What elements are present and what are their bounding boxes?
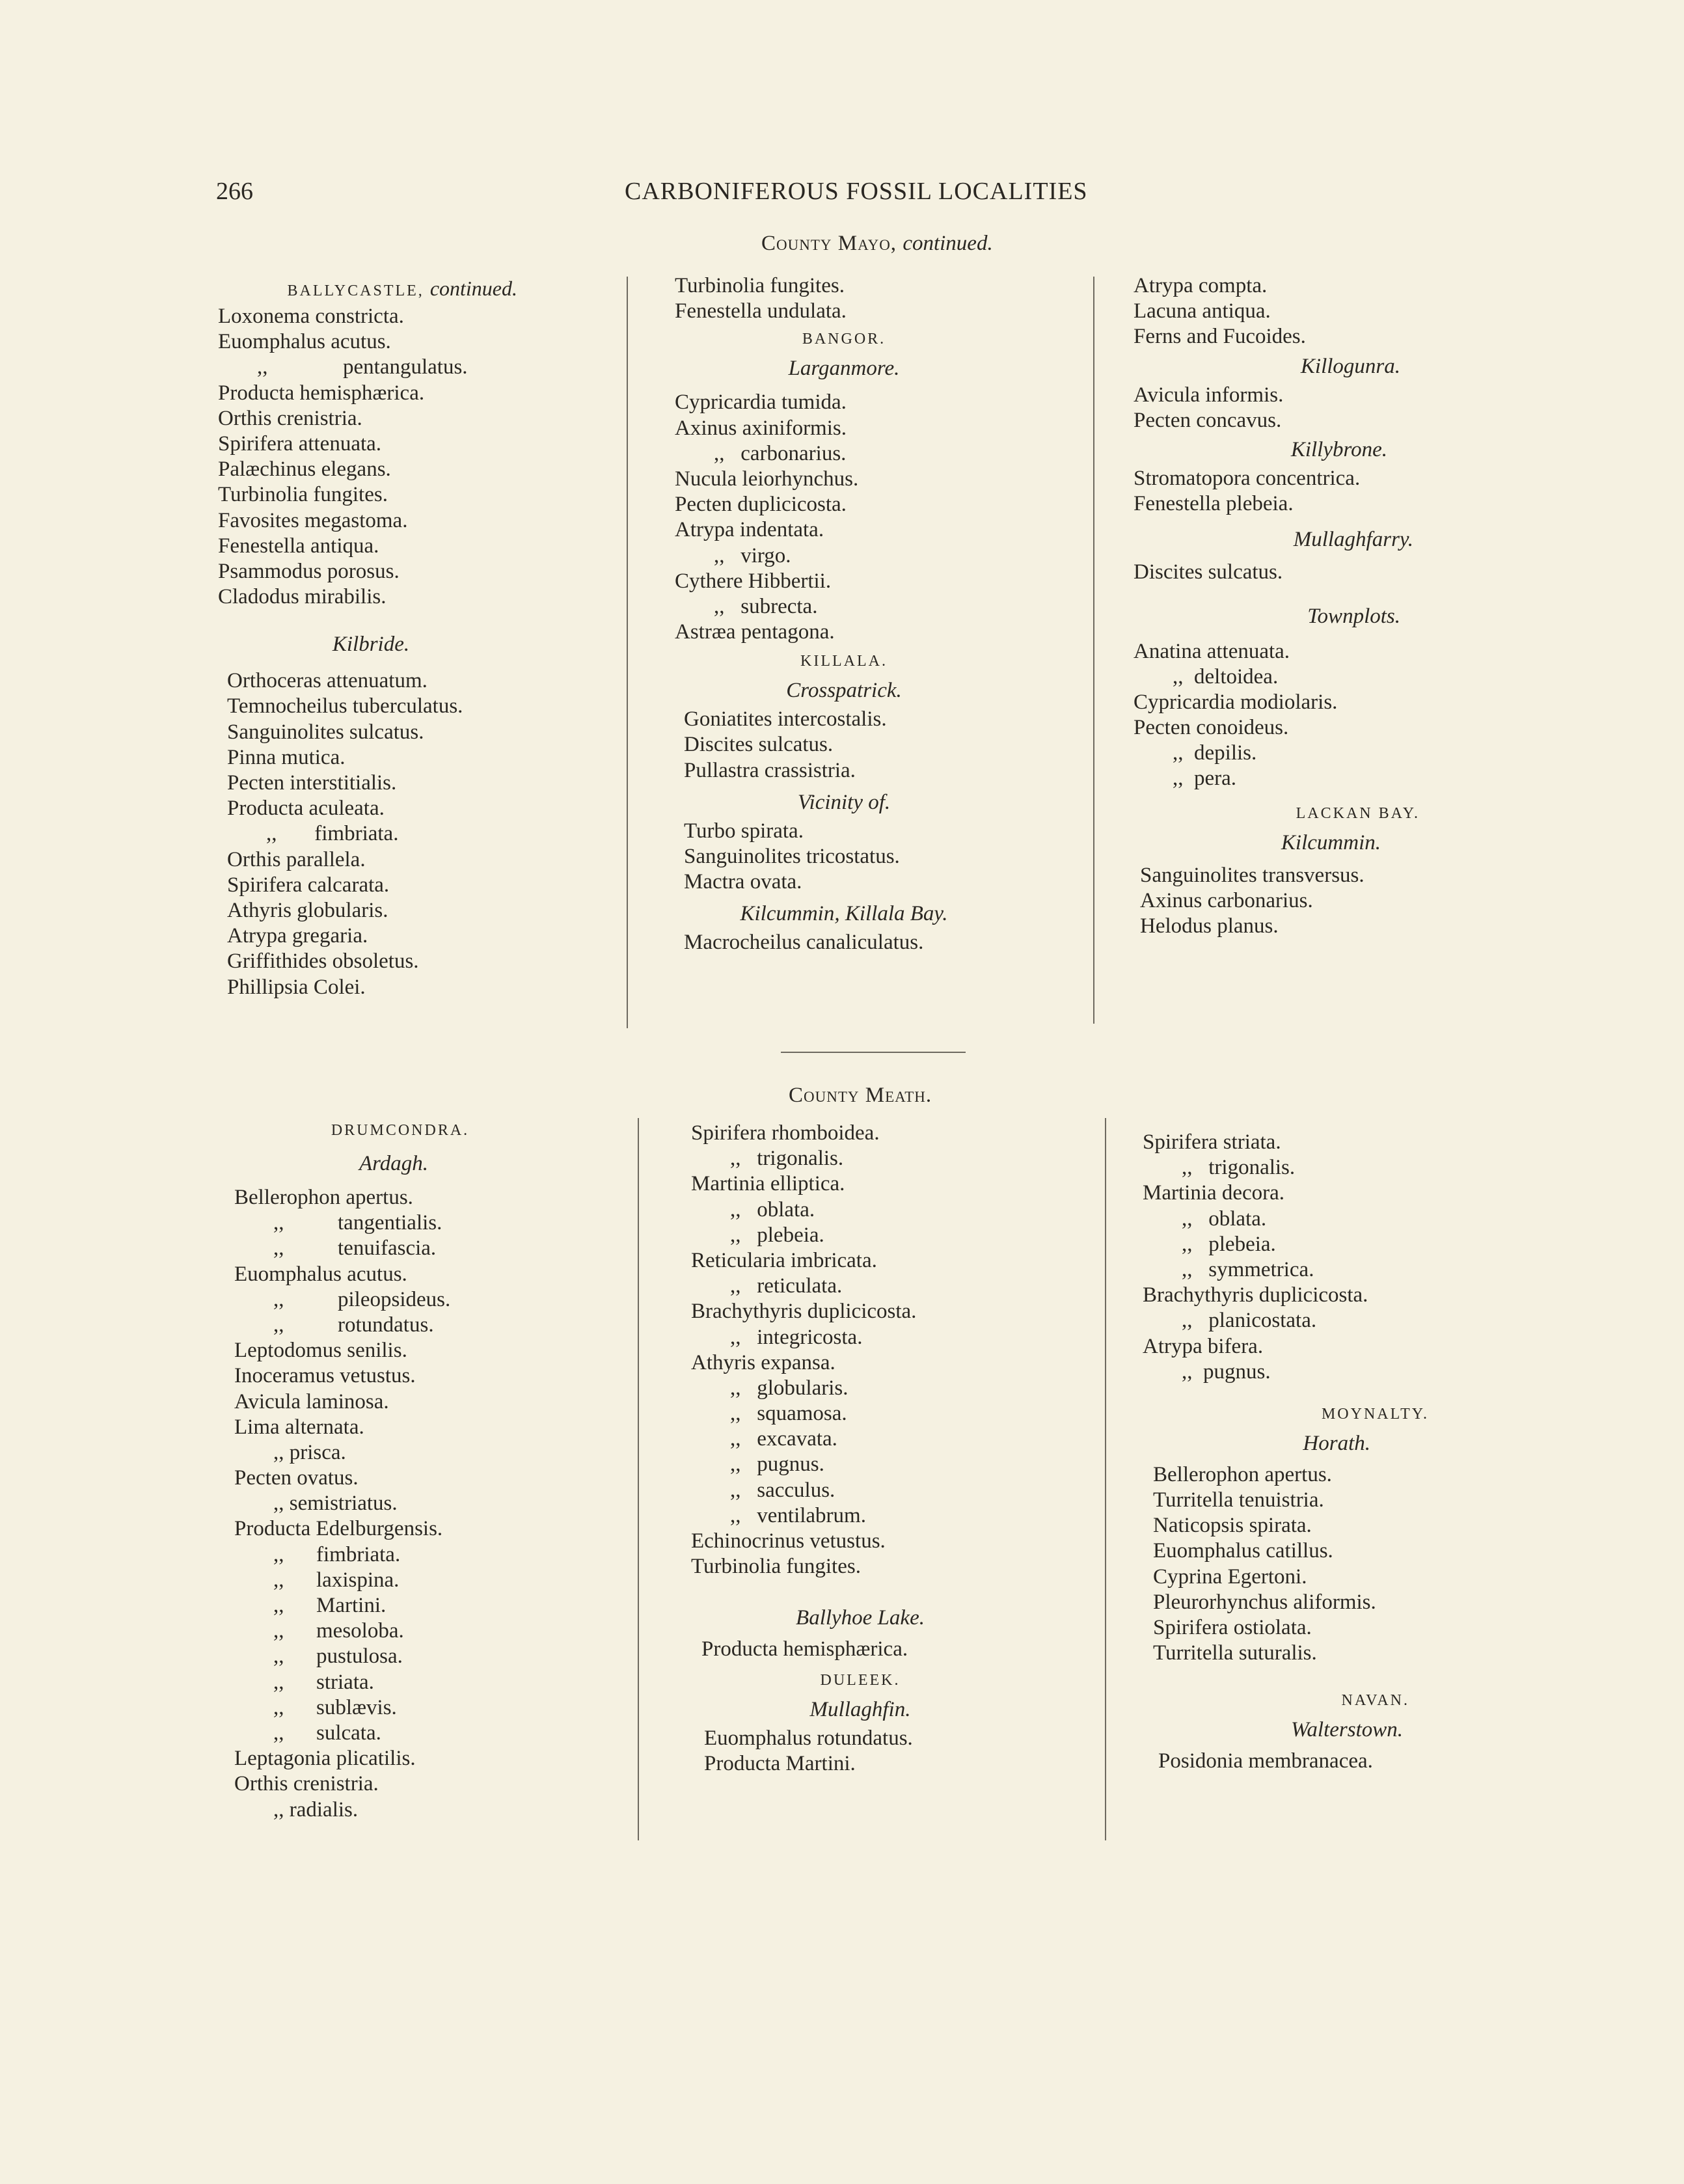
bottom-column-2 [691, 1121, 1029, 1777]
species-entry: ,, deltoidea. [1173, 664, 1279, 689]
species-entry: ,, depilis. [1173, 741, 1257, 765]
species-entry: ,, prisca. [273, 1440, 346, 1464]
subheading-crosspatrick: Crosspatrick. [786, 679, 902, 703]
species-entry: Bellerophon apertus. [1153, 1462, 1332, 1486]
species-entry: ,, rotundatus. [273, 1313, 434, 1337]
species-entry: Leptagonia plicatilis. [234, 1747, 416, 1771]
species-entry: Sanguinolites tricostatus. [684, 845, 900, 868]
species-entry: ,, squamosa. [730, 1402, 847, 1426]
running-title: CARBONIFEROUS FOSSIL LOCALITIES [625, 178, 1088, 205]
subheading-ardagh: Ardagh. [359, 1152, 429, 1175]
species-entry: ,, pera. [1173, 767, 1237, 791]
top-column-2 [675, 273, 1013, 956]
section-heading-killala: KILLALA. [800, 653, 888, 670]
species-entry: ,, plebeia. [1182, 1232, 1276, 1256]
species-entry: ,, sublævis. [273, 1695, 397, 1719]
species-entry: Avicula laminosa. [234, 1389, 389, 1413]
species-entry: ,, fimbriata. [273, 1542, 401, 1566]
species-entry: Euomphalus rotundatus. [704, 1726, 913, 1750]
species-entry: Producta hemisphærica. [701, 1637, 908, 1661]
species-entry: Pullastra crassistria. [684, 758, 856, 782]
species-entry: Phillipsia Colei. [227, 975, 366, 999]
species-entry: Orthis crenistria. [218, 406, 362, 430]
species-entry: Pecten ovatus. [234, 1466, 359, 1490]
species-entry: Cythere Hibbertii. [675, 569, 832, 593]
species-entry: Fenestella undulata. [675, 299, 847, 323]
subheading-mullaghfin: Mullaghfin. [809, 1697, 911, 1721]
species-entry: Producta Edelburgensis. [234, 1517, 443, 1541]
species-entry: Sanguinolites transversus. [1140, 863, 1365, 887]
species-entry: ,, symmetrica. [1182, 1257, 1314, 1281]
species-entry: Inoceramus vetustus. [234, 1364, 416, 1388]
species-entry: ,, pugnus. [730, 1453, 824, 1477]
species-entry: Cypricardia modiolaris. [1134, 690, 1338, 714]
bottom-column-1 [234, 1118, 527, 1823]
species-entry: Turritella tenuistria. [1153, 1488, 1324, 1512]
species-entry: Griffithides obsoletus. [227, 949, 419, 974]
species-entry: Astræa pentagona. [675, 620, 835, 644]
species-entry: ,, subrecta. [714, 594, 818, 618]
subheading-mullaghfarry: Mullaghfarry. [1293, 528, 1413, 552]
section-heading-bangor: BANGOR. [802, 331, 886, 348]
column-rule [1105, 1118, 1106, 1840]
species-entry: Atrypa compta. [1134, 274, 1268, 297]
species-entry: ,, globularis. [730, 1376, 849, 1400]
species-entry: Spirifera calcarata. [227, 873, 390, 897]
section-heading-navan: NAVAN. [1341, 1692, 1409, 1710]
species-entry: Cladodus mirabilis. [218, 585, 387, 609]
section-heading-duleek: DULEEK. [820, 1671, 901, 1689]
species-entry: Nucula leiorhynchus. [675, 467, 859, 491]
column-rule [1093, 277, 1094, 1024]
species-entry: Cypricardia tumida. [675, 390, 847, 415]
species-entry: ,, laxispina. [273, 1568, 400, 1592]
species-entry: ,, planicostata. [1182, 1309, 1317, 1333]
subheading-kilcummin-killala-bay: Kilcummin, Killala Bay. [740, 902, 948, 926]
species-entry: Spirifera striata. [1143, 1130, 1281, 1154]
species-entry: Mactra ovata. [684, 870, 802, 894]
species-entry: Brachythyris duplicicosta. [691, 1300, 917, 1324]
species-entry: Reticularia imbricata. [691, 1248, 877, 1272]
section-rule [781, 1052, 966, 1053]
species-entry: ,, plebeia. [730, 1223, 824, 1247]
species-entry: ,, excavata. [730, 1427, 837, 1451]
species-entry: ,, radialis. [273, 1797, 359, 1822]
county-heading-meath: County Meath. [789, 1084, 932, 1107]
species-entry: ,, ventilabrum. [730, 1503, 866, 1527]
species-entry: ,, pugnus. [1182, 1359, 1271, 1384]
species-entry: Discites sulcatus. [684, 733, 834, 757]
species-entry: Orthis parallela. [227, 847, 366, 871]
species-entry: ,, Martini. [273, 1594, 387, 1617]
species-entry: ,, virgo. [714, 543, 791, 567]
species-entry: Favosites megastoma. [218, 508, 408, 532]
species-entry: Turbo spirata. [684, 819, 804, 843]
species-entry: Brachythyris duplicicosta. [1143, 1283, 1368, 1307]
species-entry: Producta Martini. [704, 1751, 856, 1775]
species-entry: Turbinolia fungites. [691, 1555, 861, 1579]
species-entry: Atrypa bifera. [1143, 1334, 1264, 1358]
species-entry: ,, sacculus. [730, 1478, 835, 1502]
species-entry: Avicula informis. [1134, 383, 1284, 407]
species-entry: ,, semistriatus. [273, 1492, 398, 1516]
species-entry: ,, pentangulatus. [257, 355, 468, 379]
species-entry: Pecten duplicicosta. [675, 493, 847, 517]
species-entry: Lima alternata. [234, 1415, 364, 1439]
species-entry: Turritella suturalis. [1153, 1641, 1317, 1665]
species-entry: Producta aculeata. [227, 797, 385, 821]
species-entry: Posidonia membranacea. [1158, 1749, 1373, 1773]
species-entry: Orthoceras attenuatum. [227, 669, 428, 693]
species-entry: Pleurorhynchus aliformis. [1153, 1590, 1376, 1614]
column-rule [638, 1118, 639, 1840]
species-entry: ,, pustulosa. [273, 1645, 403, 1669]
species-entry: ,, trigonalis. [1182, 1156, 1296, 1180]
species-entry: Atrypa gregaria. [227, 924, 368, 948]
species-entry: Temnocheilus tuberculatus. [227, 694, 463, 718]
species-entry: ,, oblata. [1182, 1207, 1267, 1231]
species-entry: Axinus axiniformis. [675, 416, 847, 440]
species-entry: ,, pileopsideus. [273, 1287, 451, 1311]
species-entry: Spirifera attenuata. [218, 431, 382, 456]
species-entry: Anatina attenuata. [1134, 639, 1290, 663]
species-entry: ,, tenuifascia. [273, 1236, 437, 1261]
species-entry: Axinus carbonarius. [1140, 888, 1313, 912]
species-entry: Fenestella plebeia. [1134, 492, 1294, 516]
species-entry: Bellerophon apertus. [234, 1186, 413, 1209]
species-entry: Helodus planus. [1140, 914, 1279, 938]
subheading-killogunra: Killogunra. [1300, 354, 1400, 378]
species-entry: Atrypa indentata. [675, 518, 824, 542]
species-entry: Pecten interstitialis. [227, 771, 397, 795]
species-entry: Euomphalus acutus. [218, 330, 391, 354]
top-column-1 [218, 276, 524, 1000]
species-entry: Producta hemisphærica. [218, 381, 425, 405]
species-entry: Turbinolia fungites. [675, 274, 845, 297]
species-entry: Euomphalus catillus. [1153, 1539, 1333, 1563]
species-entry: Naticopsis spirata. [1153, 1514, 1312, 1538]
species-entry: Lacuna antiqua. [1134, 299, 1271, 323]
section-heading-drumcondra: DRUMCONDRA. [331, 1122, 470, 1139]
species-entry: ,, tangentialis. [273, 1211, 442, 1235]
species-entry: Goniatites intercostalis. [684, 707, 887, 731]
species-entry: Psammodus porosus. [218, 559, 400, 583]
subheading-killybrone: Killybrone. [1290, 437, 1387, 461]
section-heading-moynalty: MOYNALTY. [1321, 1405, 1429, 1423]
species-entry: Athyris expansa. [691, 1350, 835, 1374]
species-entry: Pecten conoideus. [1134, 716, 1289, 740]
species-entry: Turbinolia fungites. [218, 483, 388, 507]
species-entry: Leptodomus senilis. [234, 1339, 407, 1363]
species-entry: ,, mesoloba. [273, 1619, 404, 1643]
species-entry: Athyris globularis. [227, 898, 388, 922]
subheading-horath: Horath. [1303, 1431, 1370, 1455]
species-entry: Fenestella antiqua. [218, 534, 379, 558]
species-entry: Cyprina Egertoni. [1153, 1564, 1307, 1589]
top-column-3 [1134, 273, 1439, 939]
species-entry: Spirifera rhomboidea. [691, 1121, 880, 1145]
county-heading-mayo: County Mayo, continued. [761, 232, 993, 255]
subheading-walterstown: Walterstown. [1290, 1718, 1403, 1742]
section-heading-lackan-bay: LACKAN BAY. [1296, 804, 1420, 822]
species-entry: Spirifera ostiolata. [1153, 1616, 1312, 1639]
species-entry: ,, integricosta. [730, 1325, 863, 1349]
column-rule [627, 277, 628, 1028]
subheading-vicinity: Vicinity of. [797, 790, 891, 814]
species-entry: Loxonema constricta. [218, 305, 404, 328]
subheading-kilbride: Kilbride. [332, 633, 410, 657]
species-entry: ,, carbonarius. [714, 441, 847, 465]
species-entry: ,, sulcata. [273, 1721, 381, 1745]
section-heading-ballycastle: BALLYCASTLE, continued. [287, 277, 517, 300]
species-entry: Palæchinus elegans. [218, 457, 391, 482]
species-entry: Echinocrinus vetustus. [691, 1529, 886, 1553]
species-entry: Martinia elliptica. [691, 1172, 845, 1196]
species-entry: Orthis crenistria. [234, 1772, 379, 1796]
species-entry: ,, fimbriata. [266, 822, 399, 846]
species-entry: Sanguinolites sulcatus. [227, 720, 424, 744]
species-entry: ,, reticulata. [730, 1274, 843, 1298]
page-number: 266 [216, 178, 253, 205]
subheading-larganmore: Larganmore. [788, 357, 900, 381]
subheading-kilcummin: Kilcummin. [1281, 830, 1381, 854]
bottom-column-3 [1143, 1130, 1448, 1775]
species-entry: Euomphalus acutus. [234, 1262, 407, 1286]
subheading-townplots: Townplots. [1307, 604, 1400, 628]
subheading-ballyhoe-lake: Ballyhoe Lake. [796, 1606, 925, 1630]
species-entry: Martinia decora. [1143, 1181, 1285, 1205]
species-entry: ,, striata. [273, 1670, 374, 1694]
species-entry: Ferns and Fucoides. [1134, 325, 1306, 349]
species-entry: ,, trigonalis. [730, 1147, 844, 1171]
species-entry: Macrocheilus canaliculatus. [684, 931, 924, 955]
species-entry: Discites sulcatus. [1134, 560, 1283, 584]
species-entry: ,, oblata. [730, 1197, 815, 1222]
species-entry: Pinna mutica. [227, 745, 346, 769]
species-entry: Stromatopora concentrica. [1134, 466, 1361, 490]
species-entry: Pecten concavus. [1134, 408, 1282, 432]
